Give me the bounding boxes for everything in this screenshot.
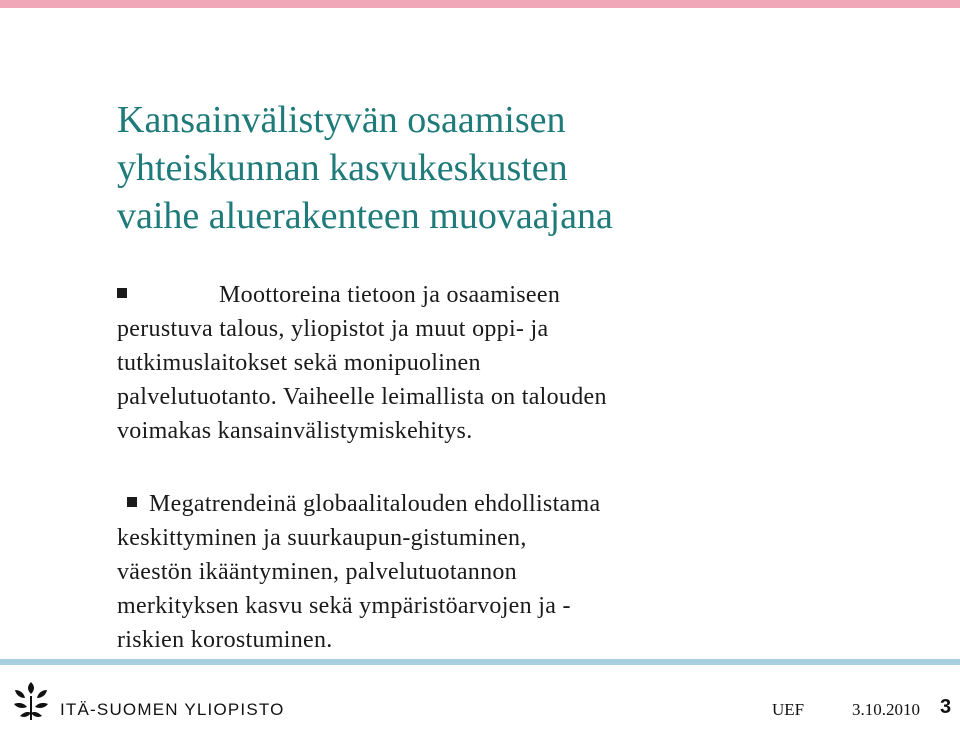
top-accent-bar	[0, 0, 960, 8]
footer-date: 3.10.2010	[852, 700, 920, 719]
bullet-item-1	[117, 278, 837, 448]
uef-leaf-logo-icon	[12, 680, 50, 724]
bullet-text-line: perustuva talous, yliopistot ja muut oppi- ja	[117, 316, 549, 342]
title-line: Kansainvälistyvän osaamisen	[117, 99, 566, 141]
bullet-text-line: väestön ikääntyminen, palvelutuotannon	[117, 559, 517, 585]
bullet-text-line: riskien korostuminen.	[117, 627, 333, 653]
title-line: vaihe aluerakenteen muovaajana	[117, 195, 613, 237]
bullet-text-line: Megatrendeinä globaalitalouden ehdollistama	[149, 491, 601, 517]
bullet-item-2	[117, 487, 837, 657]
bullet-text-line: palvelutuotanto. Vaiheelle leimallista on talouden	[117, 384, 607, 410]
bullet-text-line: keskittyminen ja suurkaupun-gistuminen,	[117, 525, 527, 551]
university-name: ITÄ-SUOMEN YLIOPISTO	[60, 700, 285, 719]
page-number: 3	[940, 696, 952, 718]
square-bullet-icon	[127, 497, 137, 507]
bullet-text-line: tutkimuslaitokset sekä monipuolinen	[117, 350, 481, 376]
bullet-text-line: merkityksen kasvu sekä ympäristöarvojen ja -	[117, 593, 571, 619]
square-bullet-icon	[117, 288, 127, 298]
bullet-text-line: Moottoreina tietoon ja osaamiseen	[219, 282, 561, 308]
bottom-accent-bar	[0, 659, 960, 665]
bullet-text-line: voimakas kansainvälistymiskehitys.	[117, 418, 473, 444]
slide-title	[117, 96, 897, 240]
title-line: yhteiskunnan kasvukeskusten	[117, 147, 568, 189]
footer-org: UEF	[772, 700, 805, 719]
